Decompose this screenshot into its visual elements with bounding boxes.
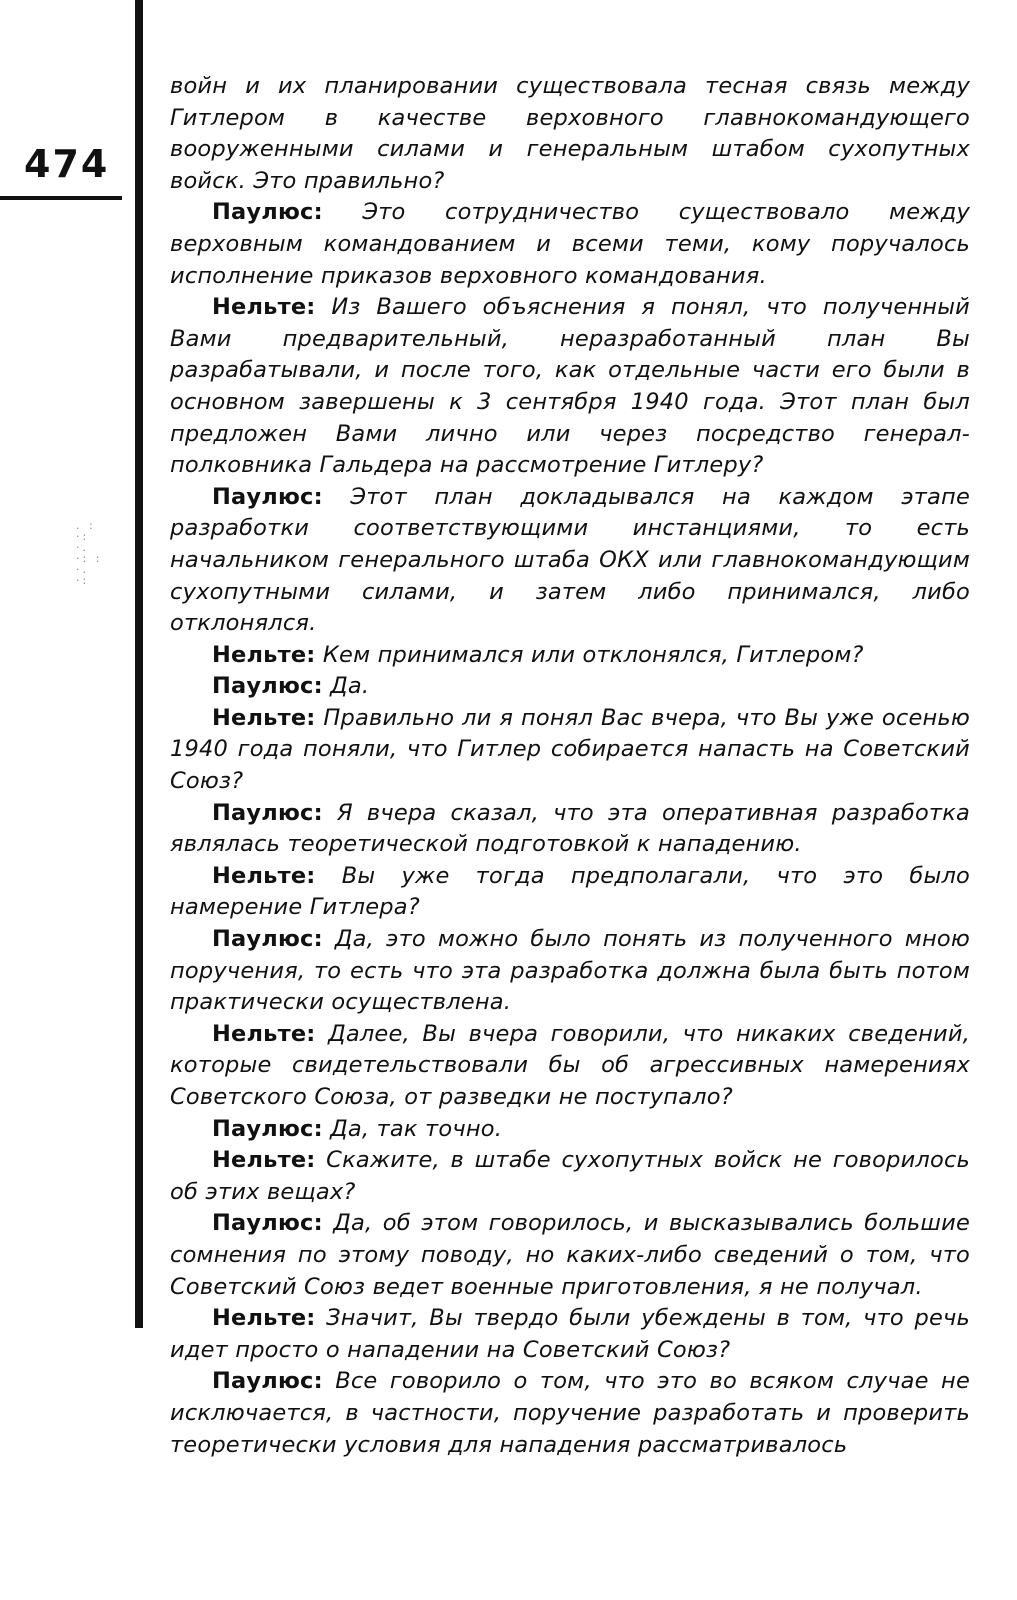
paragraph-text: Правильно ли я понял Вас вчера, что Вы уже осенью 1940 года поняли, что Гитлер собирается напасть на Советский Союз? — [170, 704, 971, 795]
paragraph-text: Да. — [330, 673, 370, 700]
text-column — [170, 71, 970, 1461]
speaker-label: Нельте: — [212, 1305, 316, 1332]
paragraph-continuation — [170, 71, 970, 197]
dialogue-paragraph — [170, 861, 970, 924]
speaker-label: Паулюс: — [212, 926, 323, 953]
paragraph-text: Далее, Вы вчера говорили, что никаких сведений, которые свидетельствовали бы об агрессивных намерениях Советского Союза, от разведки не поступало? — [170, 1020, 970, 1110]
speaker-label: Паулюс: — [212, 1210, 323, 1237]
dialogue-paragraph — [170, 1208, 970, 1303]
dialogue-paragraph — [170, 1303, 970, 1366]
dialogue-paragraph — [170, 1114, 970, 1146]
dialogue-paragraph — [170, 1145, 970, 1208]
speaker-label: Паулюс: — [212, 1368, 323, 1395]
dialogue-paragraph — [170, 482, 970, 640]
paragraph-text: войн и их планировании существовала тесная связь между Гитлером в качестве верховного главнокомандующего вооруженными силами и генеральным штабом сухопутных войск. Это правильно? — [170, 73, 970, 194]
dialogue-paragraph — [170, 671, 970, 703]
speaker-label: Нельте: — [212, 704, 316, 731]
paragraph-text: Значит, Вы твердо были убеждены в том, что речь идет просто о нападении на Советский Союз? — [170, 1305, 970, 1363]
speaker-label: Нельте: — [212, 862, 316, 889]
dialogue-paragraph — [170, 798, 970, 861]
paragraph-text: Я вчера сказал, что эта оперативная разработка являлась теоретической подготовкой к нападению. — [170, 799, 970, 858]
paragraph-text: Да, это можно было понять из полученного мною поручения, то есть что эта разработка должна была быть потом практически осуществлена. — [170, 926, 970, 1016]
page-number: 474 — [24, 142, 110, 186]
paragraph-text: Да, об этом говорилось, и высказывались большие сомнения по этому поводу, но каких-либо сведений о том, что Советский Союз ведет военные приготовления, я не получал. — [170, 1210, 970, 1300]
dialogue-paragraph — [170, 703, 970, 798]
paragraph-text: Это сотрудничество существовало между верховным командованием и всеми теми, кому поручалось исполнение приказов верховного командования. — [170, 199, 970, 289]
speaker-label: Паулюс: — [212, 799, 323, 826]
dialogue-paragraph — [170, 640, 970, 672]
speaker-label: Паулюс: — [212, 483, 323, 510]
speaker-label: Паулюс: — [212, 673, 323, 700]
paragraph-text: Все говорило о том, что это во всяком случае не исключается, в частности, поручение разработать и проверить теоретически условия для нападения рассматривалось — [170, 1368, 970, 1458]
margin-rule — [135, 0, 143, 1328]
dialogue-paragraph — [170, 197, 970, 292]
paragraph-text: Этот план докладывался на каждом этапе разработки соответствующими инстанциями, то есть начальником генерального штаба ОКХ или главнокомандующим сухопутными силами, и затем либо принимался, либо отклонялся. — [170, 483, 970, 637]
speaker-label: Паулюс: — [212, 1115, 323, 1142]
speaker-label: Паулюс: — [212, 199, 323, 226]
dialogue-paragraph — [170, 292, 970, 482]
speaker-label: Нельте: — [212, 641, 316, 668]
dialogue-paragraph — [170, 1019, 970, 1114]
speaker-label: Нельте: — [212, 1147, 316, 1174]
speaker-label: Нельте: — [212, 1020, 316, 1047]
page-number-rule — [0, 196, 122, 200]
dialogue-paragraph — [170, 1366, 970, 1461]
speaker-label: Нельте: — [212, 294, 316, 321]
paragraph-text: Вы уже тогда предполагали, что это было намерение Гитлера? — [170, 862, 971, 921]
paragraph-text: Да, так точно. — [330, 1115, 503, 1142]
dialogue-paragraph — [170, 924, 970, 1019]
paragraph-text: Скажите, в штабе сухопутных войск не говорилось об этих вещах? — [170, 1147, 970, 1205]
paragraph-text: Кем принимался или отклонялся, Гитлером? — [322, 641, 864, 668]
paragraph-text: Из Вашего объяснения я понял, что полученный Вами предварительный, неразработанный план Вы разрабатывали, и после того, как отдельные части его были в основном завершены к 3 сентября 1940 года. Этот план был предложен Вами лично или через посредство генерал-полковника Гальдера на рассмотрение Гитлеру? — [170, 294, 970, 479]
margin-specks: . : ·: ·. ·: : ·. ·: — [76, 519, 103, 587]
